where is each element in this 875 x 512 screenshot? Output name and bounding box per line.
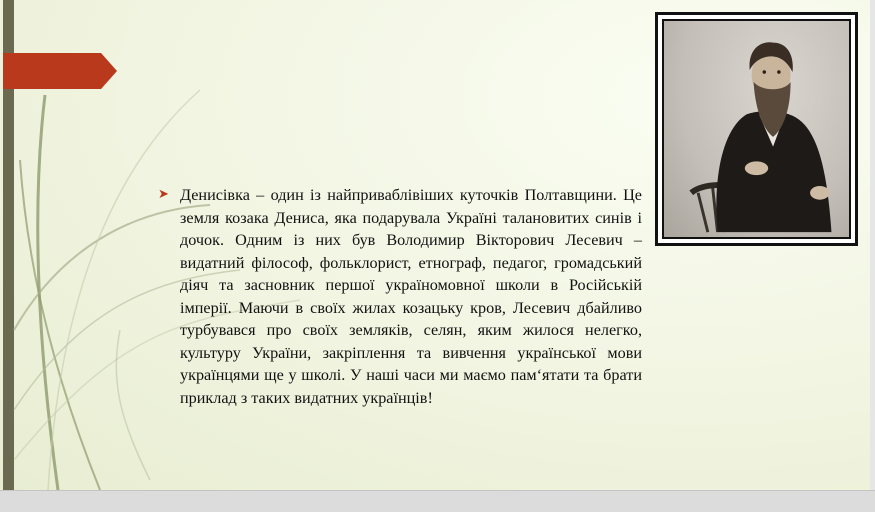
content-block (158, 184, 642, 409)
portrait-image (662, 19, 851, 239)
body-paragraph: Денисівка – один із найприваблівіших куточків Полтавщини. Це земля козака Дениса, яка подарувала Україні талановитих синів і дочок. Одним із них був Володимир Вікторович Лесевич – видатний філософ, фольклорист, етнограф, педагог, громадський діяч та засновник першої україномовної школи в Російській імперії. Маючи в своїх жилах козацьку кров, Лесевич дбайливо турбувався про своїх земляків, селян, яким жилося нелегко, культуру України, закріплення та вивчення української мови українцями ще у школі. У наші часи ми маємо пам‘ятати та брати приклад з таких видатних українців! (180, 186, 642, 407)
title-accent-tab (3, 53, 117, 89)
arrow-bullet-icon: ➤ (158, 187, 169, 202)
portrait-photo (655, 12, 858, 246)
status-strip (0, 490, 875, 512)
